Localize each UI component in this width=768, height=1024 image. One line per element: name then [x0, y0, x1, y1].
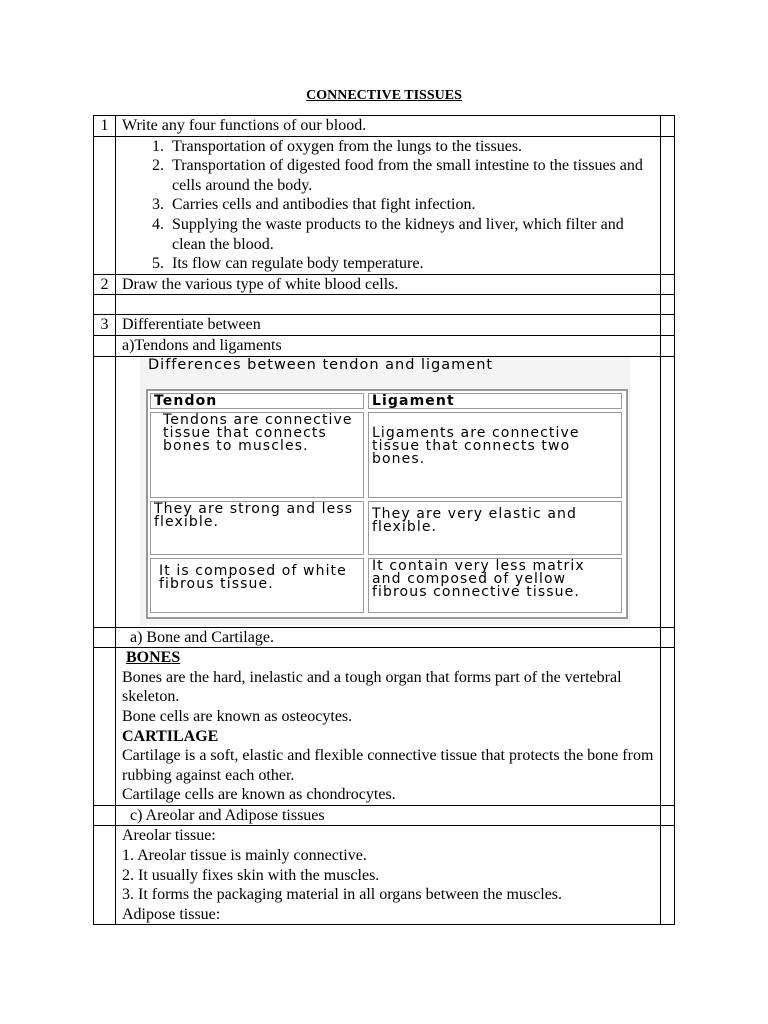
answer-cell: [116, 136, 661, 274]
part-c-row: [94, 805, 675, 826]
list-item: 1. Transportation of oxygen from the lungs to the tissues.: [168, 137, 660, 157]
q3-row: [94, 315, 675, 336]
adipose-heading: Adipose tissue:: [122, 905, 221, 923]
bones-cells: Bone cells are known as osteocytes.: [122, 707, 353, 725]
list-item: 3. It forms the packaging material in all organs between the muscles.: [122, 886, 563, 904]
q2-row: [94, 274, 675, 295]
q1-row: [94, 116, 675, 137]
tendon-property: They are strong and less flexible.: [150, 501, 364, 555]
list-item: 2. It usually fixes skin with the muscles.: [122, 866, 380, 884]
q1-answer-row: [94, 136, 675, 274]
question-number: 3: [94, 315, 116, 336]
cartilage-cells: Cartilage cells are known as chondrocytes.: [122, 786, 396, 804]
answer-cell: [116, 648, 661, 806]
list-item: 5. Its flow can regulate body temperature.: [168, 254, 660, 274]
diagram-row: [94, 356, 675, 627]
empty-row: [94, 295, 675, 315]
list-item: 1. Areolar tissue is mainly connective.: [122, 847, 367, 865]
question-number: 2: [94, 274, 116, 295]
part-a-label: a)Tendons and ligaments: [116, 335, 661, 356]
comparison-grid: [146, 389, 628, 619]
tendon-ligament-comparison-image: [140, 357, 630, 625]
question-number: 1: [94, 116, 116, 137]
tendon-definition: Tendons are connective tissue that connects bones to muscles.: [150, 412, 364, 498]
part-b-row: [94, 627, 675, 648]
list-item: 4. Supplying the waste products to the kidneys and liver, which filter and clean the blood.: [168, 215, 660, 254]
part-c-label: c) Areolar and Adipose tissues: [116, 805, 661, 826]
bones-description: Bones are the hard, inelastic and a tough organ that forms part of the vertebral skeleton.: [122, 668, 622, 706]
tendon-header: Tendon: [150, 393, 364, 409]
ligament-composition: It contain very less matrix and composed of yellow fibrous connective tissue.: [368, 558, 622, 613]
part-b-label: a) Bone and Cartilage.: [116, 627, 661, 648]
question-text: Differentiate between: [116, 315, 661, 336]
question-text: Draw the various type of white blood cells.: [116, 274, 661, 295]
cartilage-description: Cartilage is a soft, elastic and flexible connective tissue that protects the bone from rubbing against each other.: [122, 747, 654, 784]
list-item: 2. Transportation of digested food from the small intestine to the tissues and cells around the body.: [168, 156, 660, 195]
document-title: CONNECTIVE TISSUES: [306, 88, 462, 103]
answer-cell: [116, 826, 661, 925]
ligament-definition: Ligaments are connective tissue that connects two bones.: [368, 412, 622, 498]
question-text: Write any four functions of our blood.: [116, 116, 661, 137]
areolar-adipose-answer-row: [94, 826, 675, 925]
bone-cartilage-answer-row: [94, 648, 675, 806]
list-item: 3. Carries cells and antibodies that fight infection.: [168, 195, 660, 215]
part-a-row: [94, 335, 675, 356]
ligament-header: Ligament: [368, 393, 622, 409]
bones-heading: BONES: [126, 649, 181, 667]
tendon-composition: It is composed of white fibrous tissue.: [150, 558, 364, 613]
diagram-title: Differences between tendon and ligament: [148, 356, 494, 373]
cartilage-heading: CARTILAGE: [122, 727, 219, 745]
areolar-heading: Areolar tissue:: [122, 827, 216, 845]
blood-functions-list: [122, 137, 660, 274]
question-table: [93, 115, 675, 925]
ligament-property: They are very elastic and flexible.: [368, 501, 622, 555]
